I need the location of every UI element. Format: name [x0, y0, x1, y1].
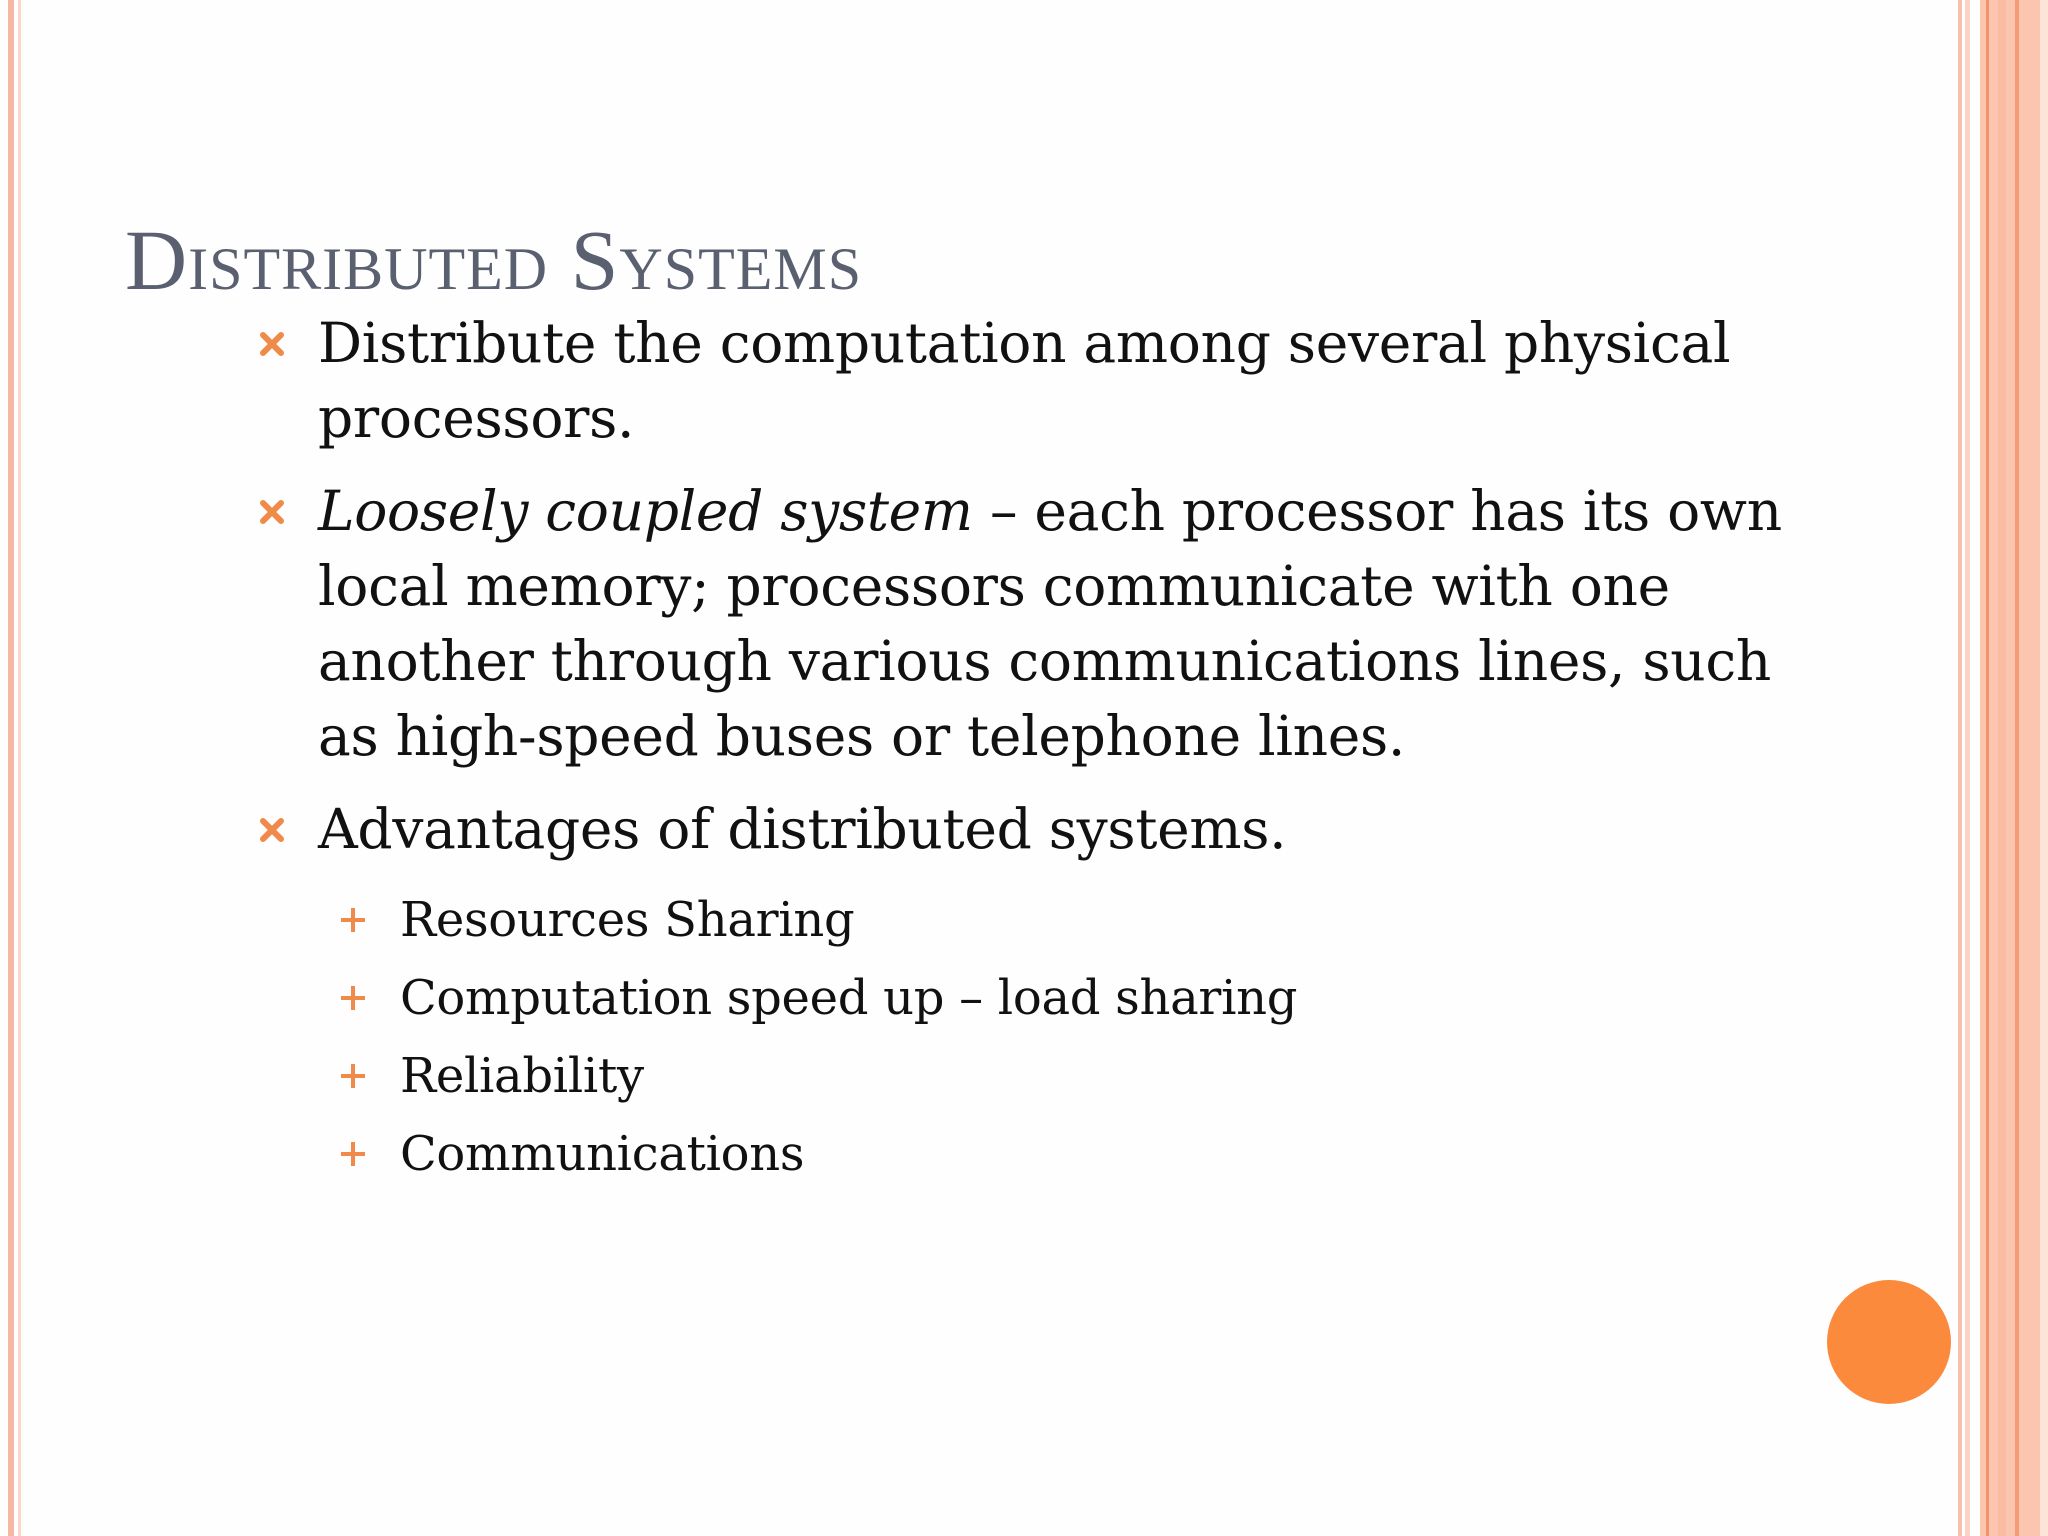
- sub-bullet-item: [335, 959, 1795, 1037]
- sub-bullet-list: [255, 881, 1795, 1193]
- bullet-emphasis-text: Loosely coupled system: [318, 479, 973, 543]
- bullet-text: Distribute the computation among several physical processors.: [318, 311, 1731, 450]
- sub-bullet-text: Computation speed up – load sharing: [400, 970, 1298, 1026]
- sub-bullet-text: Reliability: [400, 1048, 644, 1104]
- bullet-text: Advantages of distributed systems.: [318, 797, 1287, 861]
- plus-icon: [335, 1037, 371, 1115]
- decorative-circle: [1827, 1280, 1951, 1404]
- plus-icon: [335, 1115, 371, 1193]
- plus-icon: [335, 881, 371, 959]
- bullet-list: [255, 306, 1795, 1193]
- slide-title: Distributed Systems: [125, 212, 863, 308]
- sub-bullet-item: [335, 1115, 1795, 1193]
- x-mark-icon: [255, 306, 289, 381]
- right-decorative-band: [1958, 0, 2048, 1536]
- sub-bullet-text: Resources Sharing: [400, 892, 855, 948]
- sub-bullet-text: Communications: [400, 1126, 805, 1182]
- plus-icon: [335, 959, 371, 1037]
- left-border-line: [8, 0, 14, 1536]
- left-border-line-inner: [18, 0, 21, 1536]
- x-mark-icon: [255, 792, 289, 867]
- bullet-text: – each processor has its own local memory; processors communicate with one another through various communications lines, such as high-speed buses or telephone lines.: [318, 479, 1782, 768]
- x-mark-icon: [255, 474, 289, 549]
- bullet-item: [255, 306, 1795, 456]
- sub-bullet-item: [335, 1037, 1795, 1115]
- sub-bullet-item: [335, 881, 1795, 959]
- bullet-item: [255, 792, 1795, 867]
- bullet-item: [255, 474, 1795, 774]
